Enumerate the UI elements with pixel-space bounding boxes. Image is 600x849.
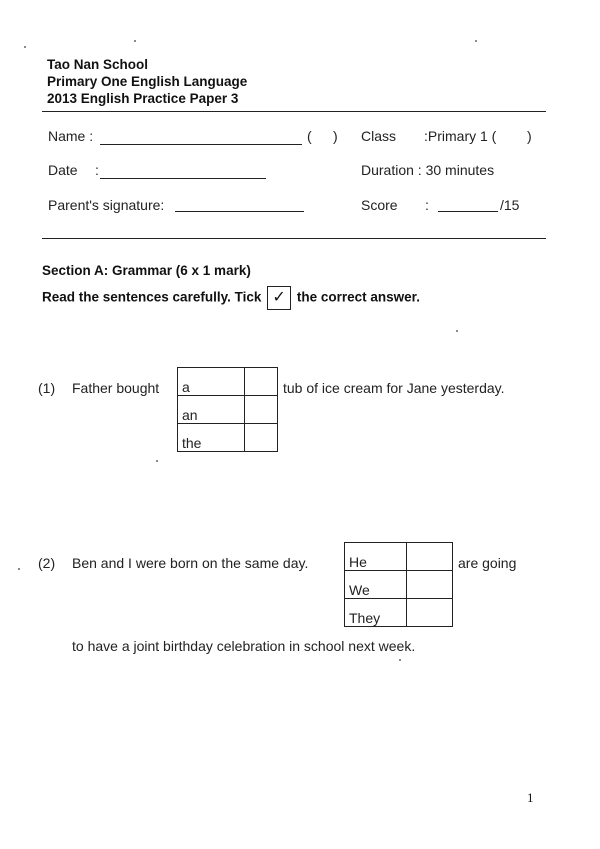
paper-title: 2013 English Practice Paper 3 bbox=[47, 91, 239, 106]
instruction-after: the correct answer. bbox=[296, 289, 420, 305]
option-label: He bbox=[345, 543, 407, 571]
school-name: Tao Nan School bbox=[47, 57, 149, 72]
option-row bbox=[345, 571, 453, 599]
scan-speck bbox=[456, 330, 458, 332]
question-1-number: (1) bbox=[38, 380, 56, 396]
tick-cell[interactable] bbox=[407, 571, 453, 599]
scan-speck bbox=[18, 568, 20, 570]
question-2-options bbox=[344, 542, 453, 627]
name-paren-open: ( bbox=[307, 128, 312, 144]
date-label: Date bbox=[48, 162, 78, 178]
scan-speck bbox=[156, 460, 158, 462]
section-title: Section A: Grammar (6 x 1 mark) bbox=[42, 263, 251, 278]
option-label: We bbox=[345, 571, 407, 599]
scan-speck bbox=[24, 46, 26, 48]
scan-speck bbox=[134, 40, 136, 42]
tick-cell[interactable] bbox=[407, 599, 453, 627]
class-value: :Primary 1 ( bbox=[424, 128, 497, 144]
class-paren-close: ) bbox=[527, 128, 532, 144]
score-colon: : bbox=[425, 197, 429, 213]
details-divider bbox=[42, 238, 546, 239]
scan-speck bbox=[399, 659, 401, 661]
subject-title: Primary One English Language bbox=[47, 74, 248, 89]
option-row bbox=[345, 543, 453, 571]
option-row bbox=[178, 424, 278, 452]
date-blank[interactable] bbox=[100, 178, 266, 179]
tick-cell[interactable] bbox=[245, 424, 278, 452]
signature-blank[interactable] bbox=[175, 211, 304, 212]
option-row bbox=[345, 599, 453, 627]
signature-label: Parent's signature: bbox=[48, 197, 165, 213]
option-row bbox=[178, 368, 278, 396]
name-blank[interactable] bbox=[100, 144, 302, 145]
question-2-before: Ben and I were born on the same day. bbox=[72, 555, 309, 571]
score-total: /15 bbox=[500, 197, 520, 213]
header-divider bbox=[42, 111, 546, 112]
option-label: They bbox=[345, 599, 407, 627]
tick-icon: ✓ bbox=[267, 286, 291, 310]
question-1-options bbox=[177, 367, 278, 452]
instruction-line bbox=[42, 286, 420, 310]
score-blank[interactable] bbox=[438, 211, 498, 212]
question-1-before: Father bought bbox=[72, 380, 160, 396]
page-number: 1 bbox=[527, 790, 534, 805]
class-label: Class bbox=[361, 128, 397, 144]
score-label: Score bbox=[361, 197, 398, 213]
question-1-after: tub of ice cream for Jane yesterday. bbox=[283, 380, 505, 396]
date-colon: : bbox=[95, 162, 99, 178]
name-paren-close: ) bbox=[333, 128, 338, 144]
question-2-after: are going bbox=[458, 555, 517, 571]
option-label: the bbox=[178, 424, 245, 452]
option-label: an bbox=[178, 396, 245, 424]
tick-cell[interactable] bbox=[407, 543, 453, 571]
name-label: Name : bbox=[48, 128, 94, 144]
scan-speck bbox=[475, 40, 477, 42]
option-row bbox=[178, 396, 278, 424]
tick-cell[interactable] bbox=[245, 368, 278, 396]
tick-cell[interactable] bbox=[245, 396, 278, 424]
question-2-number: (2) bbox=[38, 555, 56, 571]
instruction-before: Read the sentences carefully. Tick bbox=[42, 289, 262, 305]
duration-label: Duration : 30 minutes bbox=[361, 162, 495, 178]
option-label: a bbox=[178, 368, 245, 396]
question-2-continuation: to have a joint birthday celebration in school next week. bbox=[72, 638, 416, 654]
